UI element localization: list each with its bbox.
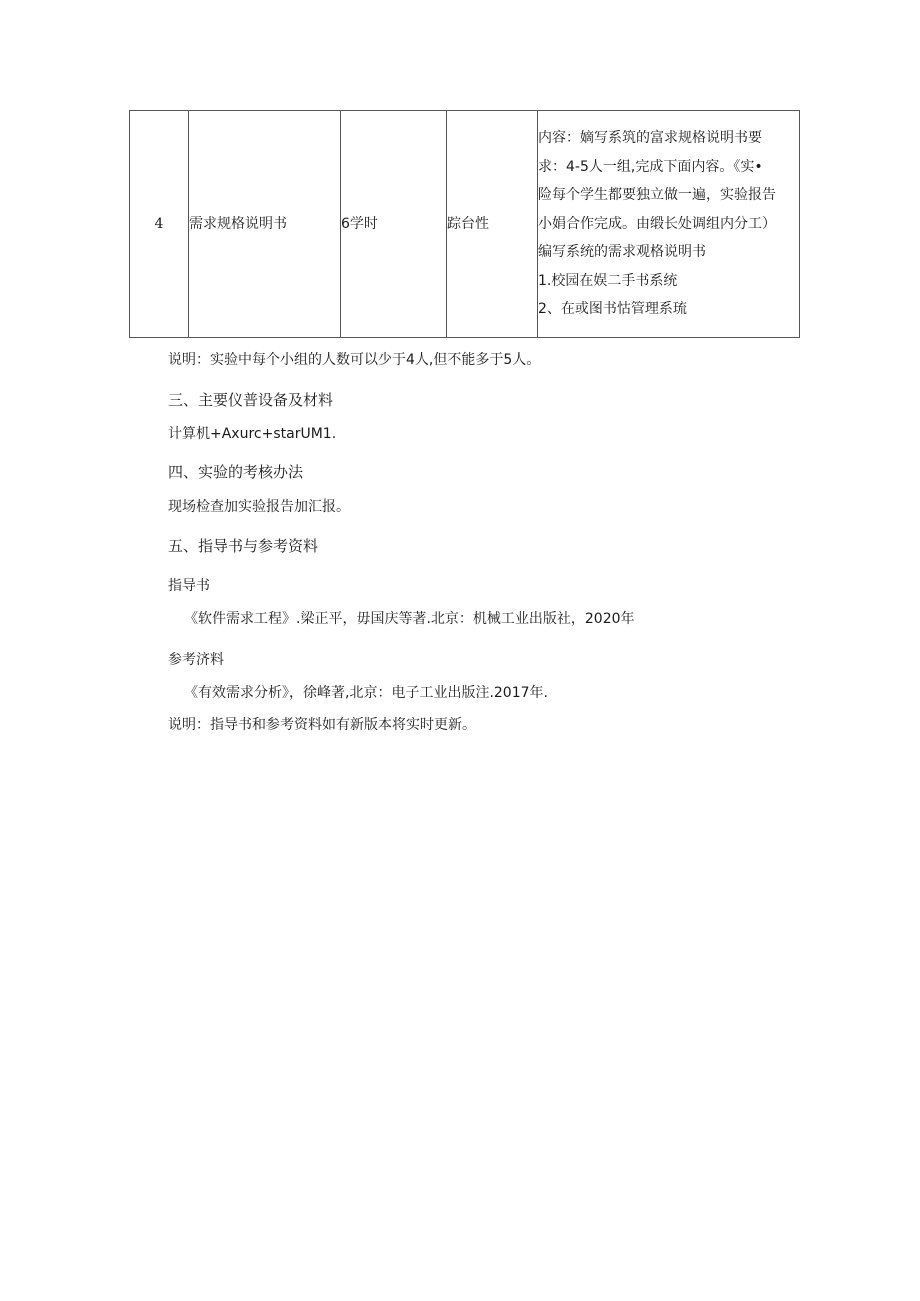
content-line: 编写系统的需求观格说明书 [538, 244, 706, 261]
experiment-type: 踪台性 [447, 111, 538, 338]
update-note: 说明：指导书和参考资料如有新版本将实时更新。 [168, 717, 476, 733]
content-line: 小娟合作完成。由缎长处调组内分工） [538, 215, 776, 232]
content-line: 1.校园在娱二手书系统 [538, 272, 678, 289]
references-label: 参考济料 [168, 652, 224, 668]
experiment-table [129, 110, 800, 338]
table-row [130, 111, 800, 338]
section-3-heading: 三、主要仪普设备及材料 [168, 391, 334, 409]
section-4-heading: 四、实验的考核办法 [168, 463, 304, 481]
experiment-content [538, 111, 800, 338]
guidebook-item: 《软件需求工程》.梁正平，毋国庆等著.北京：机械工业出版社，2020年 [184, 611, 635, 627]
experiment-number: 4 [130, 111, 189, 338]
section-5-heading: 五、指导书与参考资料 [168, 537, 319, 555]
experiment-name: 需求规格说明书 [189, 111, 341, 338]
content-line: 2、在或图书怙管理系琉 [538, 301, 687, 318]
assessment-text: 现场检查加实验报告加汇报。 [168, 499, 350, 515]
group-size-note: 说明：实验中每个小组的人数可以少于4人,但不能多于5人。 [168, 352, 541, 368]
experiment-hours: 6学时 [341, 111, 447, 338]
content-line: 内容：嫡写系筑的富求规格说明书要 [538, 130, 762, 147]
equipment-text: 计算机+Axurc+starUM1. [168, 426, 337, 442]
guidebook-label: 指导书 [168, 578, 210, 594]
references-item: 《有效需求分析》，徐峰著,北京：电子工业出版注.2017年. [184, 685, 548, 701]
content-line: 险每个学生都要独立做一遍，实验报告 [538, 187, 776, 204]
content-line: 求：4-5人一组,完成下面内容。《实• [538, 158, 763, 175]
